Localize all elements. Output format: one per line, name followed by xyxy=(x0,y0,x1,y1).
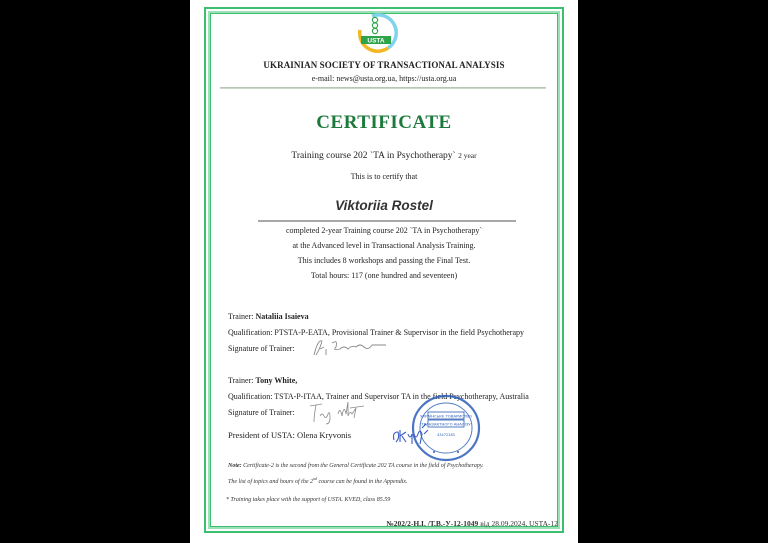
trainer-2-signature-label: Signature of Trainer: xyxy=(228,408,295,417)
certificate-title: CERTIFICATE xyxy=(316,112,452,133)
description-line: This includes 8 workshops and passing the Final Test. xyxy=(297,256,471,265)
note-line-2: The list of topics and hours of the 2nd course can be found in the Appendix. xyxy=(228,476,408,485)
certificate-border xyxy=(204,7,564,533)
president-line: President of USTA: Olena Kryvonis xyxy=(228,430,352,440)
document-number: №202/2-Н.І. /Т.В.-У-12-1049 від 28.09.2024, USTA-12 xyxy=(386,519,558,528)
trainer-1-signature xyxy=(310,335,390,359)
trainer-1-signature-label: Signature of Trainer: xyxy=(228,344,295,353)
course-title: Training course 202 `TA in Psychotherapy` 2 year xyxy=(291,151,477,161)
recipient-name: Viktoriia Rostel xyxy=(335,198,433,213)
svg-text:ТРАНЗАКТНОГО АНАЛІЗУ: ТРАНЗАКТНОГО АНАЛІЗУ xyxy=(421,421,471,427)
trainer-2-qualification: Qualification: TSTA-P-ITAA, Trainer and Supervisor TA in the field Psychotherapy, Australia xyxy=(228,392,529,401)
note-line-1: Note: Certificate-2 is the second from the General Certificate 202 TA course in the field of Psychotherapy. xyxy=(228,463,484,469)
contact-info: e-mail: news@usta.org.ua, https://usta.org.ua xyxy=(311,74,457,83)
trainer-1-name: Nataliia Isaieva xyxy=(255,312,309,321)
trainer-1: Trainer: Nataliia Isaieva xyxy=(228,312,309,321)
organization-name: UKRAINIAN SOCIETY OF TRANSACTIONAL ANALYSIS xyxy=(263,60,505,70)
svg-text:USTA: USTA xyxy=(367,37,385,45)
usta-logo-icon xyxy=(352,12,400,56)
trainer-2: Trainer: Tony White, xyxy=(228,376,298,385)
trainer-2-signature xyxy=(308,396,368,426)
header-divider xyxy=(220,87,546,89)
description-line: completed 2-year Training course 202 `TA in Psychotherapy` xyxy=(286,226,482,235)
description-line: at the Advanced level in Transactional Analysis Training. xyxy=(292,241,476,250)
certificate-page xyxy=(190,0,578,543)
svg-text:УКРАЇНСЬКЕ ТОВАРИСТВО: УКРАЇНСЬКЕ ТОВАРИСТВО xyxy=(420,413,472,419)
description-line: Total hours: 117 (one hundred and seventeen) xyxy=(310,271,458,280)
trainer-1-qualification: Qualification: PTSTA-P-EATA, Provisional Trainer & Supervisor in the field Psychotherapy xyxy=(228,328,525,337)
trainer-2-name: Tony White, xyxy=(255,376,298,385)
president-signature xyxy=(390,420,430,446)
svg-text:43472283: 43472283 xyxy=(437,433,455,437)
certify-line: This is to certify that xyxy=(350,172,418,181)
name-underline xyxy=(258,220,516,222)
footnote: * Training takes place with the support of USTA. KVED, class 85.59 xyxy=(226,497,391,503)
